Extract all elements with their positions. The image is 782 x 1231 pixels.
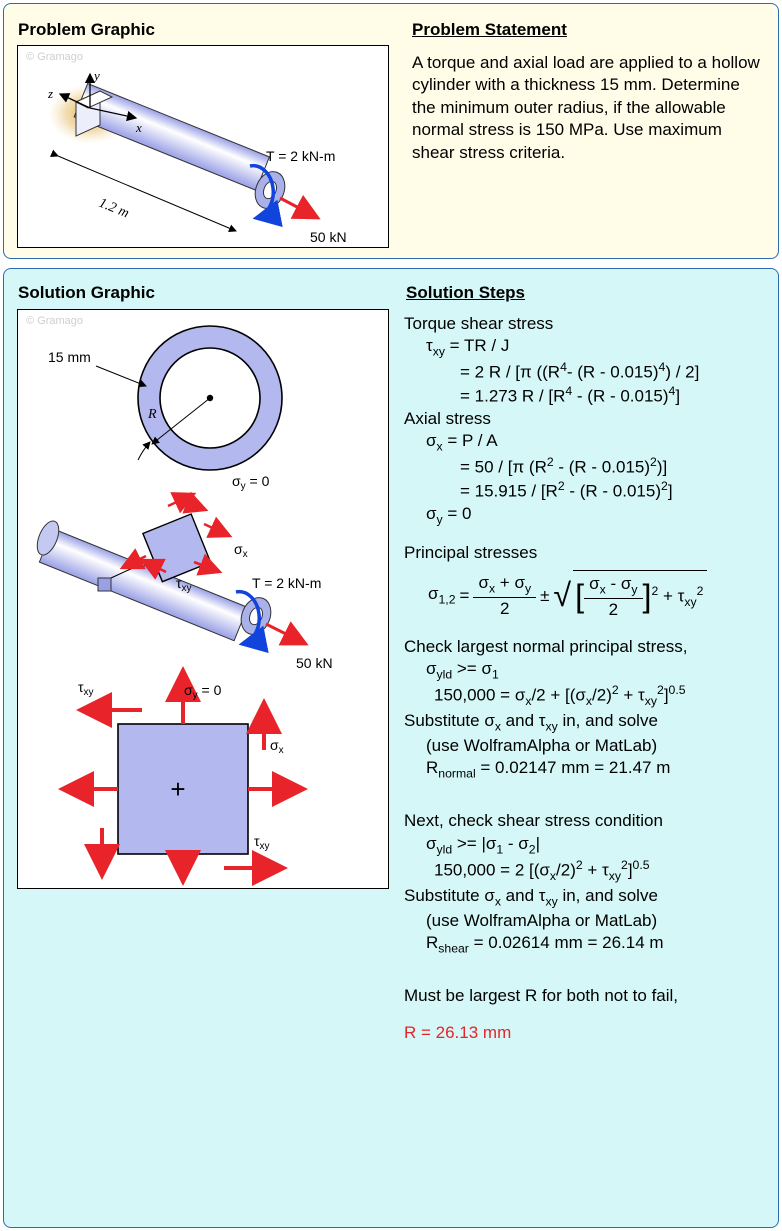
sigma-y-zero-label-2: $\sigma_y = 0$ [184, 682, 222, 701]
problem-graphic-header: Problem Graphic [18, 20, 155, 39]
solution-diagrams [18, 310, 388, 888]
axis-label-z: z [48, 86, 54, 101]
eq-first-fraction: $\frac{\sigma_x + \sigma_y}{2}$ [473, 572, 536, 620]
step-conclusion: Must be largest R for both not to fail, [404, 986, 679, 1006]
final-answer: R = 26.13 mm [404, 1022, 512, 1042]
step-torque-l1: $\tau_{xy}$ = TR / J [426, 336, 510, 359]
step-check-shear-l3: Substitute $\sigma_x$ and $\tau_{xy}$ in, and solve [404, 885, 658, 909]
sigma-y-zero-label-1: $\sigma_y = 0$ [232, 473, 270, 492]
plus-sign: + [170, 774, 186, 804]
step-axial-l2: = 50 / [π $(R^2 - (R - 0.015)^2)$] [460, 455, 668, 477]
problem-statement-header: Problem Statement [412, 20, 567, 39]
step-axial-title: Axial stress [404, 408, 491, 428]
axis-label-y: y [94, 68, 100, 83]
torque-label-2: T = 2 kN-m [252, 575, 322, 591]
step-principal-title: Principal stresses [404, 543, 538, 563]
sigma-x-label-1: $\sigma_x$ [234, 541, 248, 560]
solution-steps-header: Solution Steps [406, 283, 525, 302]
tau-xy-label-3: $\tau_{xy}$ [254, 833, 270, 852]
thickness-label: 15 mm [48, 349, 91, 365]
radius-label: R [148, 407, 157, 422]
eq-equals: = [459, 585, 470, 605]
step-axial-l3: = $15.915 / [R^2 - (R - 0.015)^2]$ [460, 479, 673, 501]
principal-stress-equation [404, 570, 776, 621]
problem-cylinder-diagram [18, 46, 388, 246]
solution-panel [3, 268, 779, 1228]
eq-plus-minus: ± [540, 585, 550, 605]
watermark: © Gramago [26, 51, 84, 63]
force-label: 50 kN [310, 229, 347, 245]
step-check-normal-l2: $150,000 = \sigma_x/2 + [(\sigma_x/2)^2 + \tau_{xy}^2]^{0.5}$ [434, 682, 686, 708]
eq-radicand: [ $\frac{\sigma_x - \sigma_y}{2}$ ]$^2 + \tau_{xy}^2$ [573, 570, 707, 621]
step-check-normal-l4: (use WolframAlpha or MatLab) [426, 736, 658, 756]
step-check-normal-l1: $\sigma_{yld} >= \sigma_1$ [426, 658, 499, 681]
step-check-shear-l5: $R_{shear} = 0.02614$ mm = 26.14 m [426, 933, 664, 956]
step-check-shear-l4: (use WolframAlpha or MatLab) [426, 911, 658, 931]
plane-stress-element [62, 670, 304, 882]
eq-lhs: $\sigma_{1,2}$ [428, 584, 456, 607]
length-label: 1.2 m [96, 195, 131, 222]
axis-label-x: x [136, 120, 142, 135]
solution-graphic-header: Solution Graphic [18, 283, 155, 302]
solution-graphic-box [17, 309, 389, 889]
cross-section-diagram [48, 326, 282, 470]
sqrt-glyph: √ [553, 577, 572, 614]
problem-panel [3, 3, 779, 259]
sigma-x-label-2: $\sigma_x$ [270, 737, 284, 756]
step-axial-l1: $\sigma_x = P / A$ [426, 430, 498, 454]
watermark: © Gramago [26, 315, 84, 327]
step-check-shear-l1: $\sigma_{yld} >= |\sigma_1 - \sigma_2|$ [426, 833, 541, 856]
problem-statement-text: A torque and axial load are applied to a hollow cylinder with a thickness 15 mm. Determine the minimum outer radius, if the allowable normal stress is 150 MPa. Use maximum shear stress criteria. [412, 53, 760, 162]
tau-xy-label-2: $\tau_{xy}$ [78, 679, 94, 698]
force-label-2: 50 kN [296, 655, 333, 671]
stress-element-on-cylinder [33, 473, 333, 671]
tau-xy-label-1: $\tau_{xy}$ [176, 575, 192, 594]
solution-steps-text [404, 313, 776, 1044]
step-torque-l2: = 2 R / [π (($R^4-$ (R - 0.015)$^4$) / 2] [460, 360, 700, 383]
step-check-normal-l3: Substitute $\sigma_x$ and $\tau_{xy}$ in, and solve [404, 710, 658, 734]
torque-label: T = 2 kN-m [266, 148, 336, 164]
step-check-shear-title: Next, check shear stress condition [404, 811, 663, 831]
step-torque-l3: = 1.273 R / $[R^4 - (R - 0.015)^4]$ [460, 384, 681, 406]
step-check-shear-l2: 150,000 = 2 $[(\sigma_x/2)^2 + \tau_{xy}^2]^{0.5}$ [434, 857, 650, 883]
step-check-normal-title: Check largest normal principal stress, [404, 636, 688, 656]
step-check-normal-l5: $R_{normal} = 0.02147$ mm = 21.47 m [426, 758, 671, 781]
step-torque-title: Torque shear stress [404, 314, 554, 333]
problem-graphic-box [17, 45, 389, 248]
step-axial-l4: $\sigma_y = 0$ [426, 503, 472, 527]
